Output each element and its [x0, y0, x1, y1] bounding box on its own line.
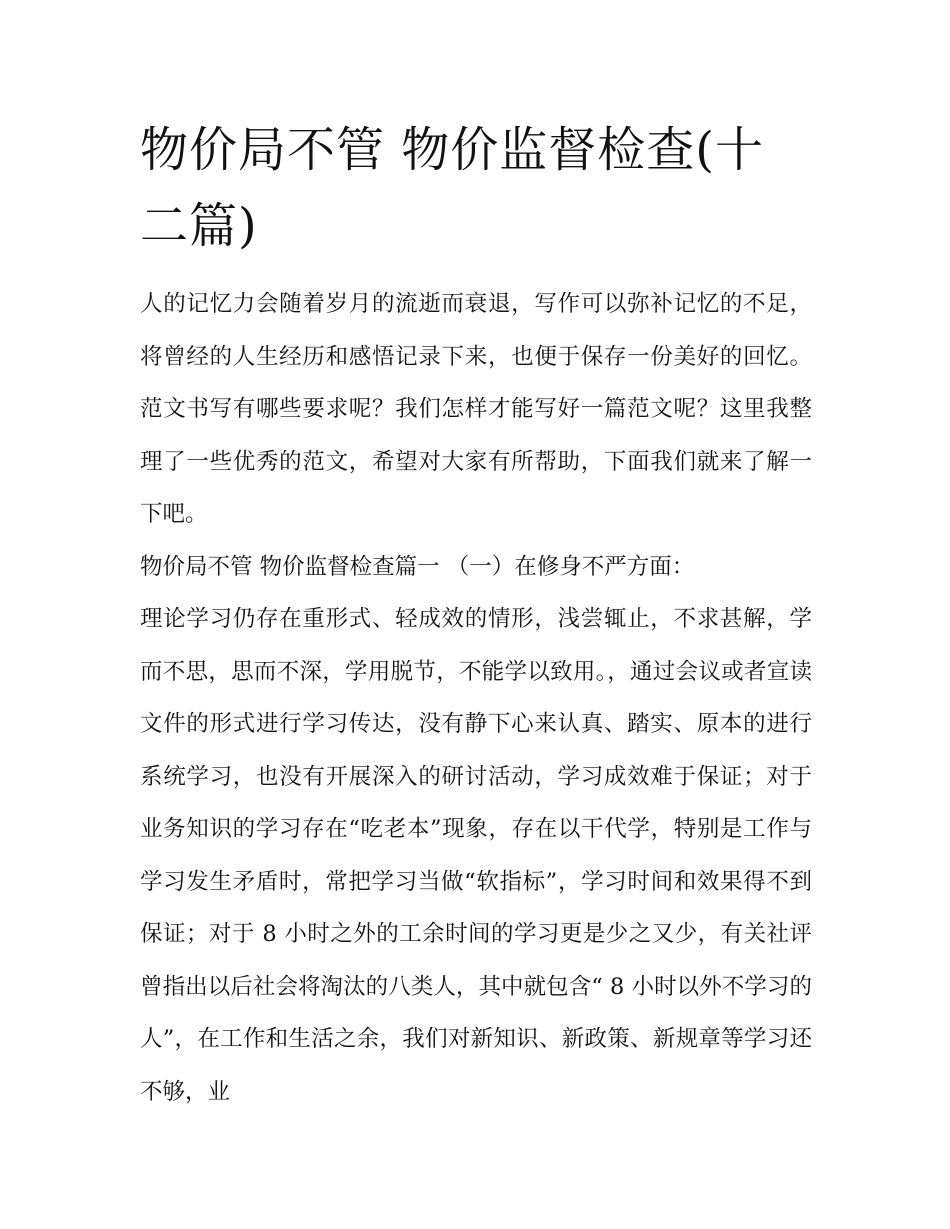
- document-title: 物价局不管 物价监督检查(十二篇): [140, 122, 764, 254]
- document-content: [140, 112, 812, 1118]
- intro-paragraph: 人的记忆力会随着岁月的流逝而衰退，写作可以弥补记忆的不足，将曾经的人生经历和感悟记录下来，也便于保存一份美好的回忆。范文书写有哪些要求呢？我们怎样才能写好一篇范文呢？这里我整理了一些优秀的范文，希望对大家有所帮助，下面我们就来了解一下吧。: [140, 291, 812, 527]
- section-heading: 物价局不管 物价监督检查篇一 （一）在修身不严方面：: [140, 553, 695, 580]
- body-paragraph: 理论学习仍存在重形式、轻成效的情形，浅尝辄止，不求甚解，学而不思，思而不深，学用脱节，不能学以致用。，通过会议或者宣读文件的形式进行学习传达，没有静下心来认真、踏实、原本的进行系统学习，也没有开展深入的研讨活动，学习成效难于保证；对于业务知识的学习存在“吃老本”现象，存在以干代学，特别是工作与学习发生矛盾时，常把学习当做“软指标”，学习时间和效果得不到保证；对于 8 小时之外的工余时间的学习更是少之又少，有关社评曾指出以后社会将淘汰的八类人，其中就包含“ 8 小时以外不学习的人”，在工作和生活之余，我们对新知识、新政策、新规章等学习还不够，业: [140, 606, 812, 1105]
